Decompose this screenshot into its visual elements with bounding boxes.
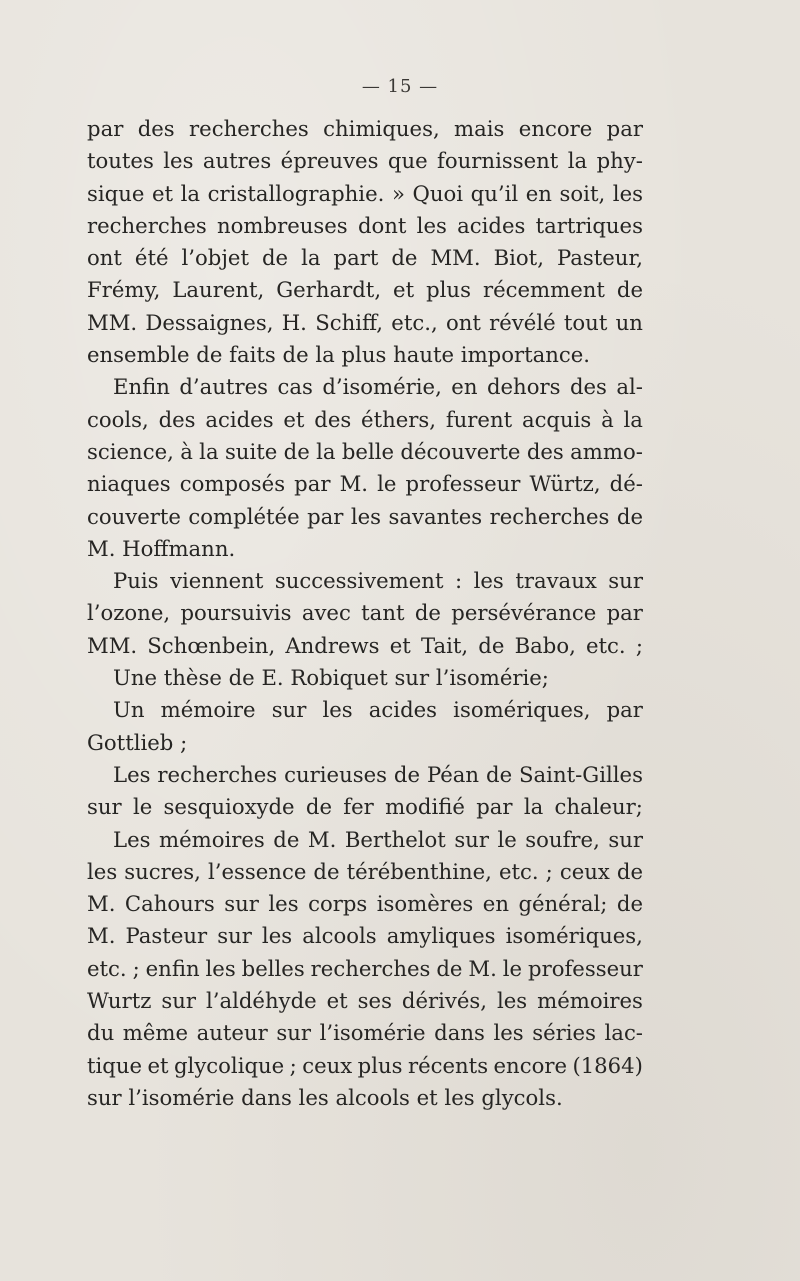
text-line: par des recherches chimiques, mais encore par <box>87 116 643 141</box>
text-line: couverte complétée par les savantes recherches de <box>87 503 643 529</box>
text-line: Gottlieb ; <box>87 729 188 755</box>
text-line: M. Pasteur sur les alcools amyliques isomériques, <box>87 923 643 949</box>
text-line: M. Cahours sur les corps isomères en général; de <box>87 891 643 917</box>
text-line: Frémy, Laurent, Gerhardt, et plus récemment de <box>87 277 643 303</box>
text-line: M. Hoffmann. <box>87 535 236 561</box>
text-line: les sucres, l’essence de térébenthine, etc. ; ceux de <box>87 858 643 884</box>
text-line: toutes les autres épreuves que fournissent la phy- <box>87 148 643 174</box>
text-line: du même auteur sur l’isomérie dans les séries lac- <box>87 1020 643 1046</box>
text-line: MM. Dessaignes, H. Schiff, etc., ont révélé tout un <box>87 309 643 335</box>
text-line: recherches nombreuses dont les acides tartriques <box>87 212 643 238</box>
text-line: Puis viennent successivement : les travaux sur <box>113 568 643 594</box>
text-line: tique et glycolique ; ceux plus récents encore (1864) <box>87 1052 643 1078</box>
body-text <box>87 113 643 1114</box>
page-number: — 15 — <box>361 76 439 97</box>
text-line: sur le sesquioxyde de fer modifié par la chaleur; <box>87 794 643 820</box>
text-line: Les recherches curieuses de Péan de Saint-Gilles <box>113 761 643 787</box>
text-line: ont été l’objet de la part de MM. Biot, Pasteur, <box>87 245 643 271</box>
text-line: Wurtz sur l’aldéhyde et ses dérivés, les mémoires <box>87 988 643 1014</box>
text-line: science, à la suite de la belle découverte des ammo- <box>87 438 643 464</box>
text-line: Les mémoires de M. Berthelot sur le soufre, sur <box>113 826 643 852</box>
text-line: niaques composés par M. le professeur Würtz, dé- <box>87 471 643 497</box>
text-line: l’ozone, poursuivis avec tant de persévérance par <box>87 600 643 626</box>
text-line: cools, des acides et des éthers, furent acquis à la <box>87 406 643 432</box>
text-line: ensemble de faits de la plus haute importance. <box>87 342 591 368</box>
text-line: sique et la cristallographie. » Quoi qu’il en soit, les <box>87 180 643 206</box>
text-line: etc. ; enfin les belles recherches de M. le professeur <box>87 955 643 981</box>
text-line: Enfin d’autres cas d’isomérie, en dehors des al- <box>113 374 643 400</box>
text-line: sur l’isomérie dans les alcools et les glycols. <box>87 1084 563 1110</box>
text-line: MM. Schœnbein, Andrews et Tait, de Babo, etc. ; <box>87 632 643 658</box>
text-line: Une thèse de E. Robiquet sur l’isomérie; <box>113 665 549 691</box>
text-line: Un mémoire sur les acides isomériques, par <box>113 697 643 723</box>
